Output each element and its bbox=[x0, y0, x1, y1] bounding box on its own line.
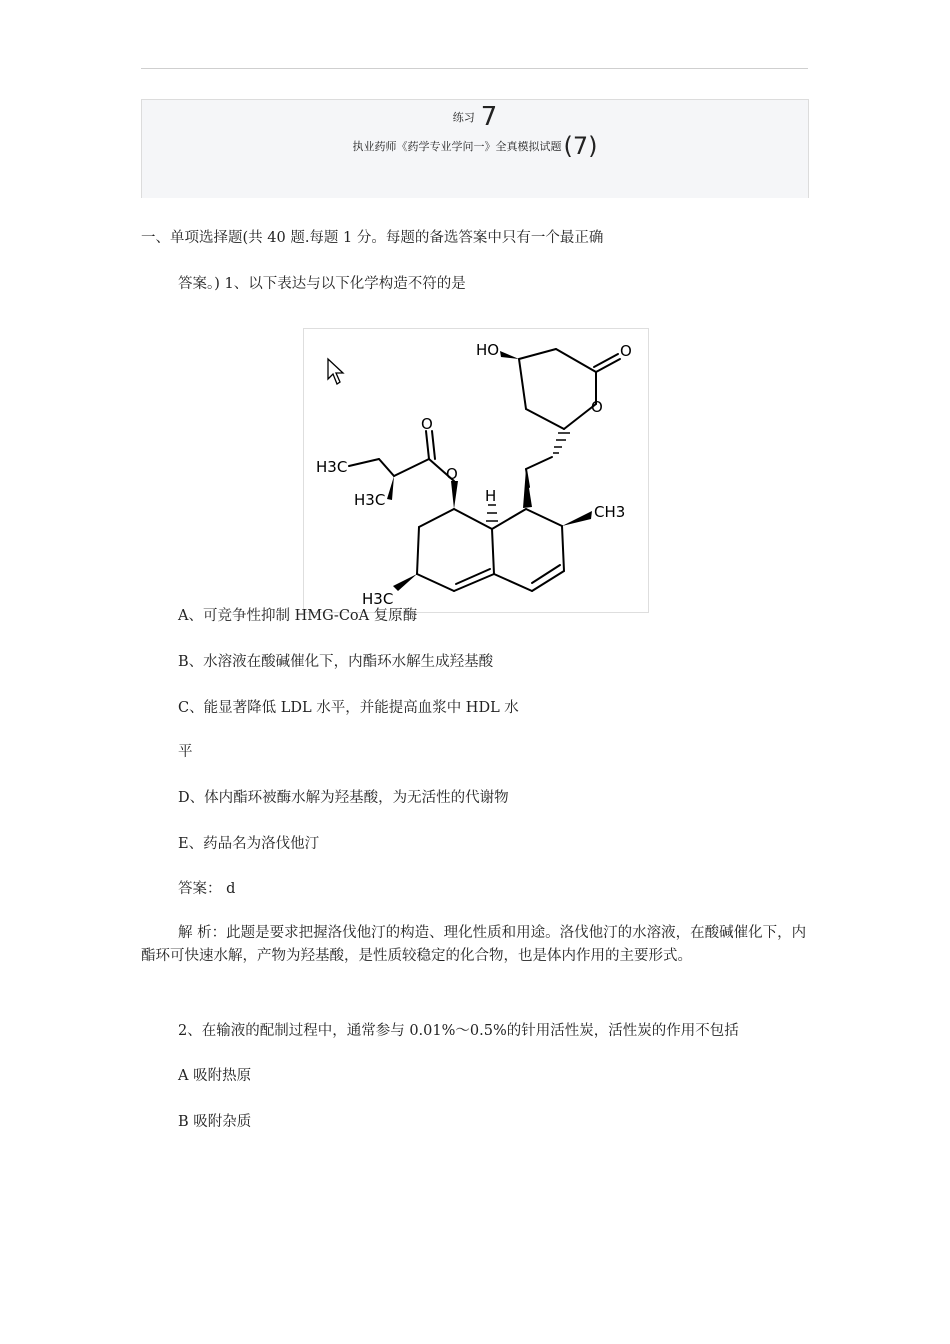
q1-option-a: A、可竞争性抑制 HMG-CoA 复原酶 bbox=[178, 608, 418, 624]
chemical-structure-figure bbox=[303, 328, 649, 613]
branch-methyl-label: H3C bbox=[354, 491, 386, 509]
q1-option-c: C、能显著降低 LDL 水平，并能提高血浆中 HDL 水 bbox=[178, 700, 519, 716]
subtitle-text: 执业药师《药学专业学问一》全真模拟试题 bbox=[352, 140, 562, 153]
question-2-text: 2、在输液的配制过程中，通常参与 0.01%～0.5%的针用活性炭，活性炭的作用不包括 bbox=[178, 1023, 739, 1039]
ring-methyl-label: H3C bbox=[362, 590, 394, 608]
q1-option-e: E、药品名为洛伐他汀 bbox=[178, 836, 320, 852]
methyl-right-label: CH3 bbox=[594, 503, 626, 521]
q1-option-d: D、体内酯环被酶水解为羟基酸，为无活性的代谢物 bbox=[178, 790, 509, 806]
q2-option-a: A 吸附热原 bbox=[178, 1068, 252, 1084]
ester-oxygen-label: O bbox=[446, 465, 458, 483]
ho-label: HO bbox=[476, 341, 500, 359]
title-box bbox=[141, 99, 809, 198]
exercise-number: 7 bbox=[480, 102, 498, 132]
question-1-text: 答案。) 1、以下表达与以下化学构造不符的是 bbox=[178, 276, 466, 292]
q1-option-c-cont: 平 bbox=[178, 744, 193, 760]
lactone-carbonyl-o-label: O bbox=[620, 342, 632, 360]
q1-option-b: B、水溶液在酸碱催化下，内酯环水解生成羟基酸 bbox=[178, 654, 494, 670]
ring-oxygen-label: O bbox=[591, 398, 603, 416]
ester-carbonyl-o-label: O bbox=[421, 415, 433, 433]
lovastatin-structure bbox=[304, 329, 648, 612]
mouse-pointer-icon bbox=[326, 357, 346, 387]
exercise-label: 练习 bbox=[452, 111, 475, 124]
section-heading: 一、单项选择题(共 40 题.每题 1 分。每题的备选答案中只有一个最正确 bbox=[141, 230, 604, 246]
exam-subtitle bbox=[142, 132, 808, 160]
bridgehead-h-label: H bbox=[485, 487, 497, 505]
top-divider bbox=[141, 68, 808, 69]
ethyl-methyl-label: H3C bbox=[316, 458, 348, 476]
subtitle-number: (7) bbox=[563, 132, 598, 160]
exercise-title bbox=[142, 102, 808, 132]
q1-analysis: 解 析：此题是要求把握洛伐他汀的构造、理化性质和用途。洛伐他汀的水溶液，在酸碱催化下，内酯环可快速水解，产物为羟基酸，是性质较稳定的化合物，也是体内作用的主要形式。 bbox=[141, 925, 807, 964]
q1-answer: 答案： d bbox=[178, 881, 236, 897]
q2-option-b: B 吸附杂质 bbox=[178, 1114, 252, 1130]
